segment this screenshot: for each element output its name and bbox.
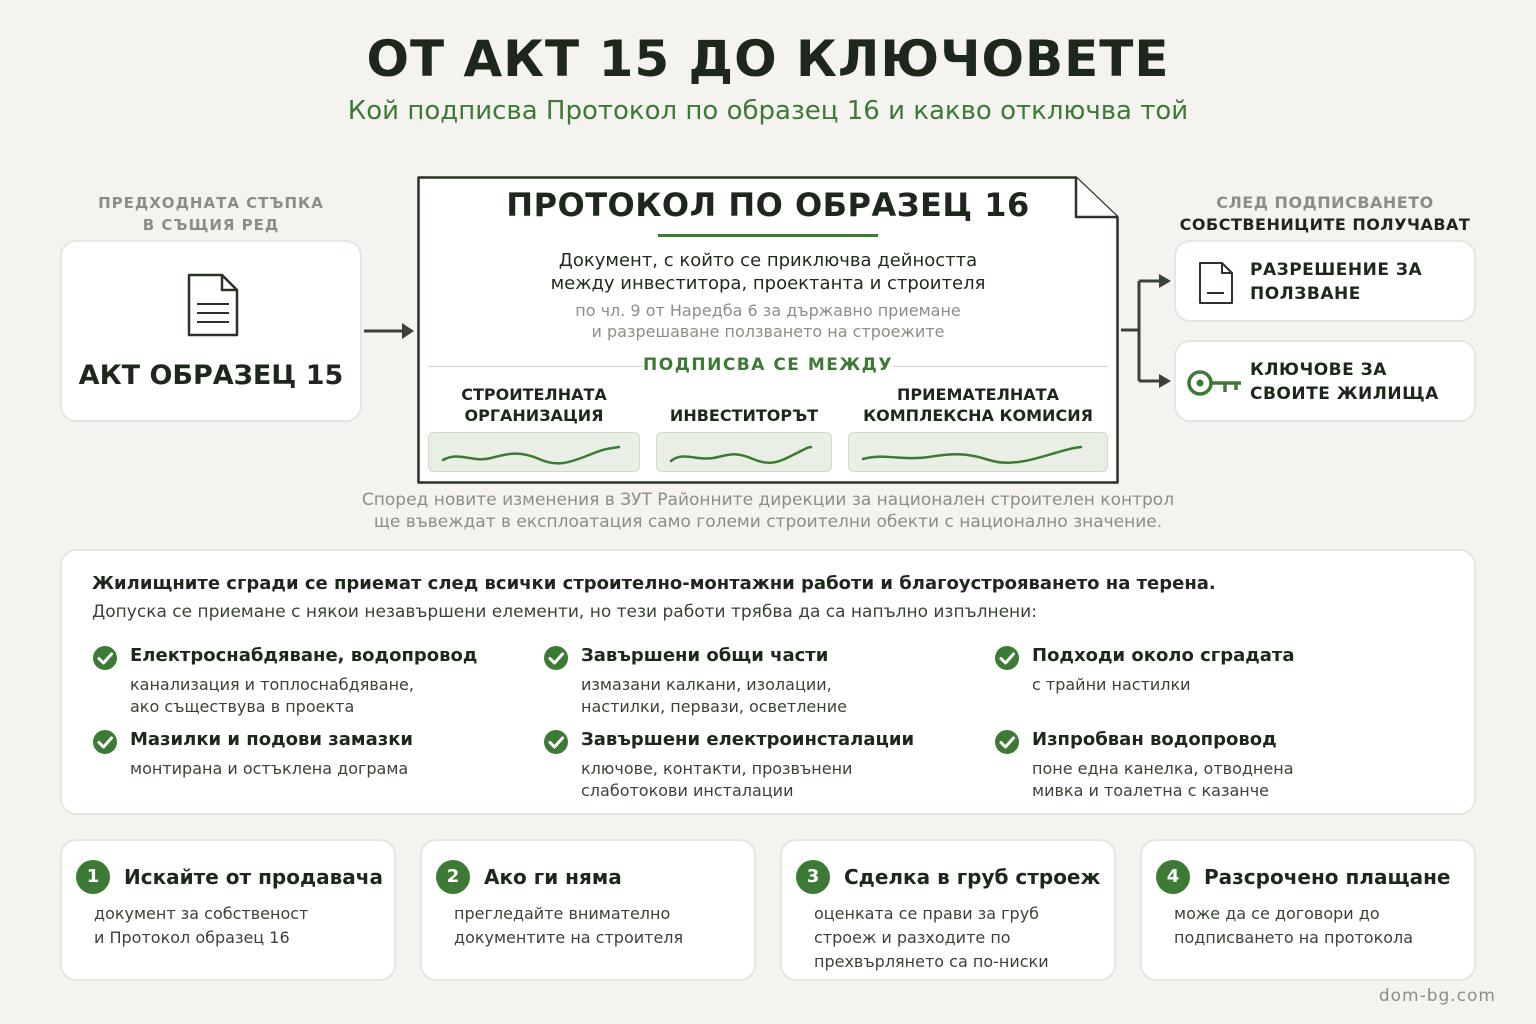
signature-box — [848, 432, 1108, 472]
step-card-3 — [780, 839, 1116, 981]
signer-commission — [848, 384, 1108, 426]
step-desc-line2: и Протокол образец 16 — [94, 928, 290, 947]
result-line2: СВОИТЕ ЖИЛИЩА — [1250, 384, 1439, 404]
item-description — [1032, 674, 1412, 696]
item-title: Завършени общи части — [581, 645, 829, 666]
note-line1: Според новите изменения в ЗУТ Районните дирекции за национален строителен контрол — [361, 490, 1175, 510]
item-desc-line2: ако съществува в проекта — [130, 697, 355, 716]
signature-box — [656, 432, 832, 472]
item-title: Подходи около сградата — [1032, 645, 1295, 666]
requirements-heading: Жилищните сгради се приемат след всички строително-монтажни работи и благоустрояването на терена. — [92, 573, 1216, 594]
step-desc-line3: прехвърлянето са по-ниски — [814, 952, 1049, 971]
check-icon — [92, 645, 118, 675]
check-icon — [543, 729, 569, 759]
signer-construction-org — [428, 384, 640, 426]
after-label-line2: СОБСТВЕНИЦИТЕ ПОЛУЧАВАТ — [1179, 215, 1471, 234]
item-desc-line1: с трайни настилки — [1032, 675, 1191, 694]
act15-title: АКТ ОБРАЗЕЦ 15 — [78, 360, 344, 391]
item-desc-line2: настилки, первази, осветление — [581, 697, 847, 716]
check-icon — [994, 729, 1020, 759]
item-description — [581, 758, 961, 802]
step-number-badge: 3 — [796, 860, 830, 894]
protocol-description — [417, 249, 1119, 295]
page-subtitle: Кой подписва Протокол по образец 16 и какво отключва той — [347, 96, 1189, 126]
branch-arrow-icon — [1119, 262, 1175, 396]
check-icon — [994, 645, 1020, 675]
protocol-desc-line2: между инвеститора, проектанта и строителя — [550, 273, 986, 294]
item-title: Завършени електроинсталации — [581, 729, 915, 750]
protocol-ref-line2: и разрешаване ползването на строежите — [591, 322, 945, 341]
step-desc-line2: строеж и разходите по — [814, 928, 1011, 947]
step-desc-line2: подписването на протокола — [1174, 928, 1414, 947]
previous-step-label-line1: ПРЕДХОДНАТА СТЪПКА — [98, 194, 324, 212]
item-title: Електроснабдяване, водопровод — [130, 645, 478, 666]
item-description — [130, 674, 510, 718]
after-label-line1: СЛЕД ПОДПИСВАНЕТО — [1216, 193, 1434, 212]
step-number-badge: 2 — [436, 860, 470, 894]
item-desc-line1: монтирана и остъклена дограма — [130, 759, 409, 778]
protocol-title: ПРОТОКОЛ ПО ОБРАЗЕЦ 16 — [506, 186, 1030, 224]
protocol-reference — [417, 300, 1119, 342]
result-keys-card — [1174, 340, 1476, 422]
step-card-2 — [420, 839, 756, 981]
arrow-right-icon — [362, 318, 417, 348]
previous-step-label — [60, 192, 362, 236]
result-permit-text — [1250, 258, 1470, 306]
signer-line2: ИНВЕСТИТОРЪТ — [669, 406, 819, 425]
item-desc-line2: слаботокови инсталации — [581, 781, 794, 800]
note-line2: ще въвеждат в експлоатация само големи строителни обекти с национално значение. — [373, 512, 1163, 532]
step-desc-line1: може да се договори до — [1174, 904, 1380, 923]
step-number-badge: 1 — [76, 860, 110, 894]
result-keys-text — [1250, 358, 1470, 406]
step-desc-line1: прегледайте внимателно — [454, 904, 671, 923]
step-card-1 — [60, 839, 396, 981]
step-desc-line1: оценката се прави за груб — [814, 904, 1040, 923]
check-icon — [92, 729, 118, 759]
step-desc-line2: документите на строителя — [454, 928, 684, 947]
document-icon — [186, 272, 240, 342]
result-permit-card — [1174, 240, 1476, 322]
signature-icon — [849, 433, 1107, 471]
result-line1: РАЗРЕШЕНИЕ ЗА — [1250, 260, 1423, 280]
signer-investor — [656, 405, 832, 426]
step-title: Сделка в груб строеж — [844, 865, 1101, 889]
previous-step-label-line2: В СЪЩИЯ РЕД — [142, 216, 280, 234]
page-title: ОТ АКТ 15 ДО КЛЮЧОВЕТЕ — [366, 30, 1170, 88]
item-description — [1032, 758, 1412, 802]
signer-line1: ПРИЕМАТЕЛНАТА — [897, 385, 1059, 404]
signature-box — [428, 432, 640, 472]
step-title: Искайте от продавача — [124, 865, 383, 889]
requirements-subheading: Допуска се приемане с някои незавършени елементи, но тези работи трябва да са напълно изпълнени: — [92, 602, 1037, 622]
step-description — [814, 902, 1104, 974]
result-line2: ПОЛЗВАНЕ — [1250, 284, 1361, 304]
step-description — [94, 902, 384, 950]
signed-between-label: ПОДПИСВА СЕ МЕЖДУ — [643, 355, 893, 375]
document-icon — [1196, 260, 1236, 310]
step-title: Разсрочено плащане — [1204, 865, 1451, 889]
item-title: Изпробван водопровод — [1032, 729, 1277, 750]
signer-line1: СТРОИТЕЛНАТА — [461, 385, 607, 404]
key-icon — [1186, 366, 1244, 404]
step-title: Ако ги няма — [484, 865, 622, 889]
step-description — [454, 902, 744, 950]
item-desc-line1: канализация и топлоснабдяване, — [130, 675, 414, 694]
signer-line2: КОМПЛЕКСНА КОМИСИЯ — [863, 406, 1093, 425]
item-desc-line1: ключове, контакти, прозвънени — [581, 759, 853, 778]
item-desc-line1: измазани калкани, изолации, — [581, 675, 832, 694]
step-desc-line1: документ за собственост — [94, 904, 309, 923]
item-description — [581, 674, 961, 718]
signature-icon — [429, 433, 639, 471]
protocol-desc-line1: Документ, с който се приключва дейността — [558, 250, 978, 271]
act15-card — [60, 240, 362, 422]
site-watermark: dom-bg.com — [1378, 986, 1496, 1006]
signer-line2: ОРГАНИЗАЦИЯ — [464, 406, 604, 425]
law-change-note — [300, 489, 1236, 533]
after-signing-label — [1172, 192, 1478, 236]
check-icon — [543, 645, 569, 675]
item-desc-line2: мивка и тоалетна с казанче — [1032, 781, 1270, 800]
item-desc-line1: поне една канелка, отводнена — [1032, 759, 1294, 778]
step-description — [1174, 902, 1464, 950]
item-title: Мазилки и подови замазки — [130, 729, 414, 750]
result-line1: КЛЮЧОВЕ ЗА — [1250, 360, 1387, 380]
title-underline — [658, 234, 878, 237]
protocol-ref-line1: по чл. 9 от Наредба 6 за държавно приемане — [575, 301, 961, 320]
item-description — [130, 758, 510, 780]
step-card-4 — [1140, 839, 1476, 981]
step-number-badge: 4 — [1156, 860, 1190, 894]
signature-icon — [657, 433, 831, 471]
